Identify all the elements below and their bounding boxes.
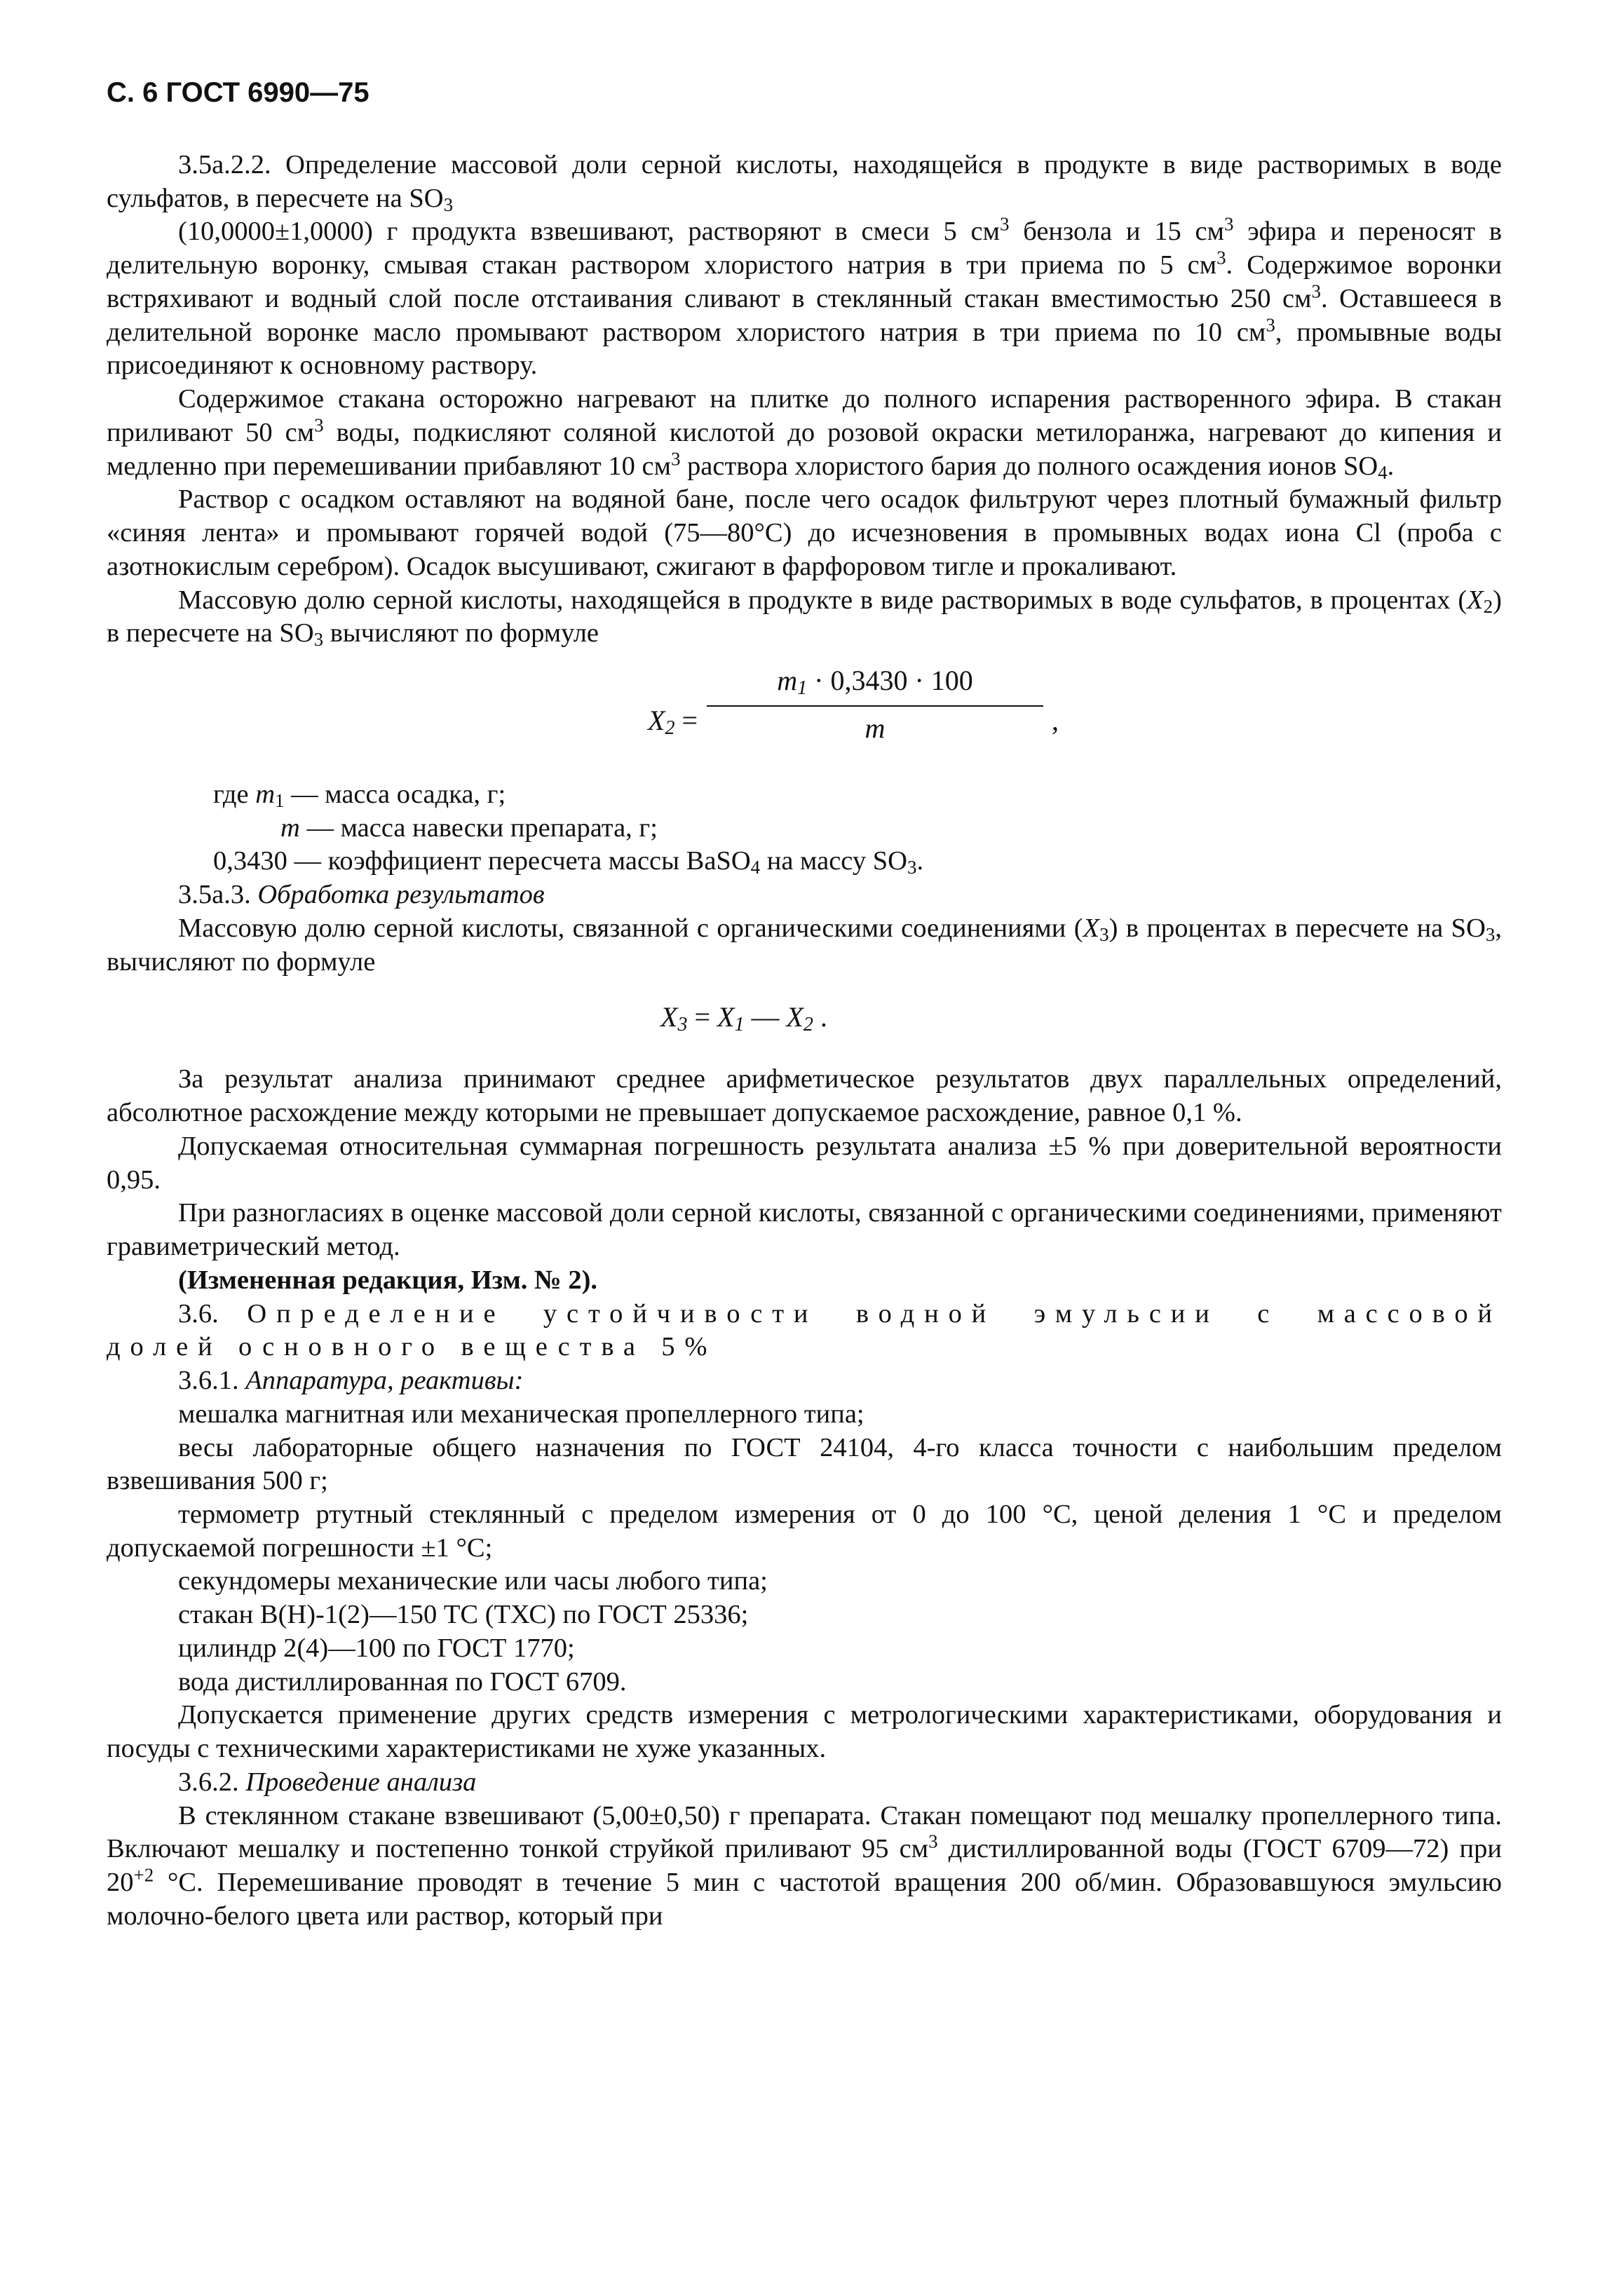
equipment-list <box>107 1398 1502 1699</box>
paragraph-x3-intro: Массовую долю серной кислоты, связанной с органическими соединениями $(X_3)$ в процентах в пересчете на $SO_3$, вычисляют по формуле <box>107 913 1502 977</box>
formula-x2-comma: , <box>1052 705 1059 737</box>
paragraph-procedure: В стеклянном стакане взвешивают (5,00±0,50) г препарата. Стакан помещают под мешалку пропеллерного типа. Включают мешалку и постепенно тонкой струйкой приливают 95 $см^3$ дистиллированной воды (ГОСТ 6709—72) при $20^{+2}$ °С. Перемешивание проводят в течение 5 мин с частотой вращения 200 об/мин. Образовавшуюся эмульсию молочно-белого цвета или раствор, который при <box>107 1800 1503 1931</box>
legend-coefficient: 0,3430 — коэффициент пересчета массы BaSO$_4$ на массу $SO_3$. <box>213 846 924 878</box>
equipment-item: вода дистиллированная по ГОСТ 6709. <box>178 1666 627 1697</box>
formula-legend <box>107 778 1502 878</box>
legend-m1: где $m_1$ — масса осадка, г; <box>213 780 506 811</box>
formula-x2-fraction <box>707 663 1043 745</box>
document-body <box>107 149 1502 1934</box>
amendment-note: (Измененная редакция, Изм. № 2). <box>178 1265 598 1295</box>
paragraph-disputes: При разногласиях в оценке массовой доли серной кислоты, связанной с органическими соединениями, применяют гравиметрический метод. <box>107 1198 1502 1262</box>
formula-x2 <box>107 651 1502 778</box>
section-3-6-1-heading: 3.6.1. Аппаратура, реактивы: <box>178 1366 524 1396</box>
section-3-5a-3-heading: 3.5а.3. Обработка результатов <box>178 880 545 910</box>
formula-x3-expression: $X_3 = X_1$ — $X_2$ . <box>660 1001 827 1036</box>
page-number-label: С. 6 ГОСТ 6990—75 <box>107 77 369 108</box>
equipment-item: термометр ртутный стеклянный с пределом измерения от 0 до 100 °С, ценой деления 1 °С и пределом допускаемой погрешности ±1 °С; <box>107 1499 1502 1563</box>
formula-x2-denominator: m <box>864 712 886 744</box>
equipment-item: цилиндр 2(4)—100 по ГОСТ 1770; <box>178 1633 575 1663</box>
formula-x3 <box>107 979 1502 1063</box>
equipment-item: секундомеры механические или часы любого типа; <box>178 1566 768 1596</box>
equipment-item: стакан В(Н)-1(2)—150 ТС (ТХС) по ГОСТ 25336; <box>178 1600 749 1630</box>
paragraph-alternatives: Допускается применение других средств измерения с метрологическими характеристиками, оборудования и посуды с техническими характеристиками не хуже указанных. <box>107 1700 1502 1764</box>
paragraph-error: Допускаемая относительная суммарная погрешность результата анализа ±5 % при доверительной вероятности 0,95. <box>107 1131 1502 1195</box>
formula-x2-numerator: $m_1 \cdot 0,3430 \cdot 100$ <box>707 663 1043 707</box>
paragraph-x2-intro: Массовую долю серной кислоты, находящейся в продукте в виде растворимых в воде сульфатов, в процентах $(X_2)$ в пересчете на $SO_3$ вычисляют по формуле <box>107 585 1502 651</box>
equipment-item: весы лабораторные общего назначения по ГОСТ 24104, 4-го класса точности с наибольшим пределом взвешивания 500 г; <box>107 1432 1502 1496</box>
paragraph-filtering: Раствор с осадком оставляют на водяной бане, после чего осадок фильтруют через плотный бумажный фильтр «синяя лента» и промывают горячей водой (75—80°С) до исчезновения в промывных водах иона Cl (проба с азотнокислым серебром). Осадок высушивают, сжигают в фарфоровом тигле и прокаливают. <box>107 484 1502 581</box>
paragraph-sample-prep: (10,0000±1,0000) г продукта взвешивают, растворяют в смеси 5 $см^3$ бензола и 15 $см^3$ эфира и переносят в делительную воронку, смывая стакан раствором хлористого натрия в три приема по 5 $см^3$. Содержимое воронки встряхивают и водный слой после отстаивания сливают в стеклянный стакан вместимостью 250 $см^3$. Оставшееся в делительной воронке масло промывают раствором хлористого натрия в три приема по 10 $см^3$, промывные воды присоединяют к основному раствору. <box>107 214 1502 381</box>
equipment-item: мешалка магнитная или механическая пропеллерного типа; <box>178 1399 864 1429</box>
section-3-6-heading: 3.6. Определение устойчивости водной эмульсии с массовой долей основного вещества 5% <box>107 1298 1502 1362</box>
paragraph-result: За результат анализа принимают среднее арифметическое результатов двух параллельных определений, абсолютное расхождение между которыми не превышает допускаемое расхождение, равное 0,1 %. <box>107 1064 1502 1128</box>
page-header <box>107 76 369 111</box>
formula-x2-lhs: $X_2$ = <box>648 705 698 740</box>
section-3-6-2-heading: 3.6.2. Проведение анализа <box>178 1767 477 1797</box>
paragraph-heating: Содержимое стакана осторожно нагревают на плитке до полного испарения растворенного эфира. В стакан приливают 50 $см^3$ воды, подкисляют соляной кислотой до розовой окраски метилоранжа, нагревают до кипения и медленно при перемешивании прибавляют 10 $см^3$ раствора хлористого бария до полного осаждения ионов $SO_4$. <box>107 384 1502 483</box>
paragraph-3-5a-2-2: 3.5а.2.2. Определение массовой доли серной кислоты, находящейся в продукте в виде растворимых в воде сульфатов, в пересчете на $SO_3$ <box>107 150 1502 215</box>
legend-m: m — масса навески препарата, г; <box>280 813 658 843</box>
